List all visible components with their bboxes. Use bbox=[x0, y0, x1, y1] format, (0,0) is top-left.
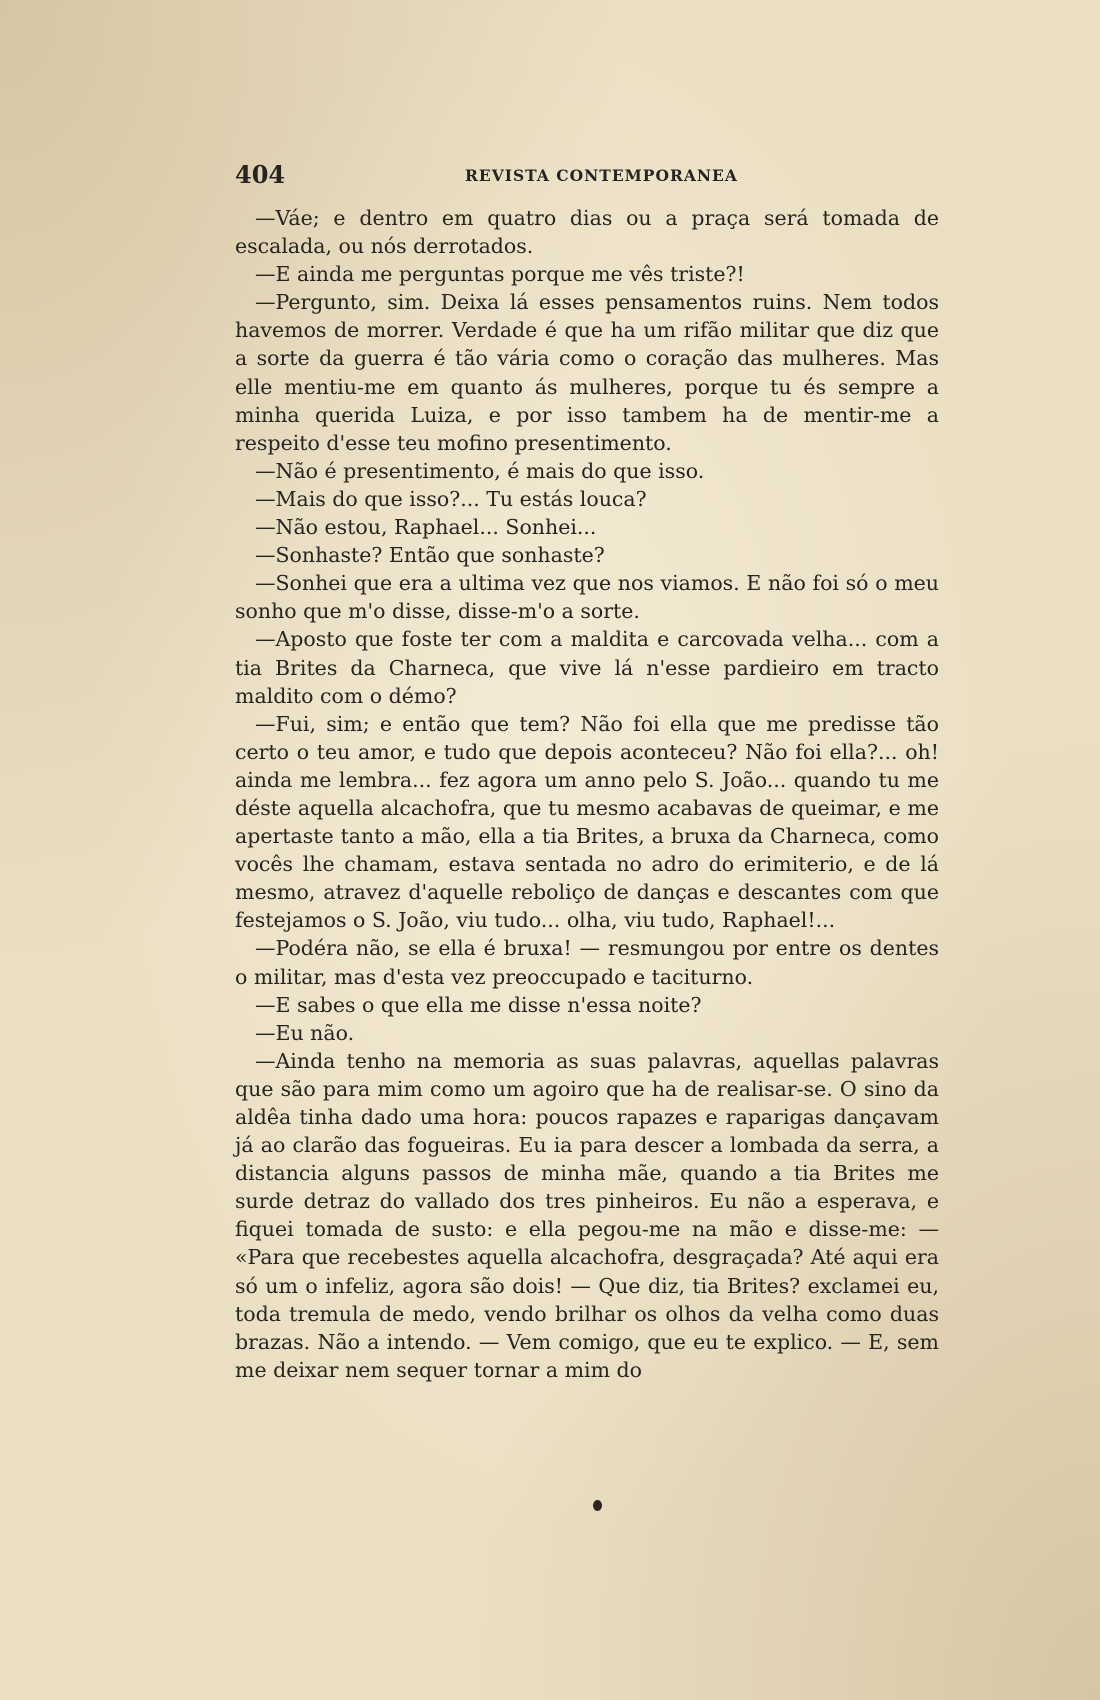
paragraph: —Pergunto, sim. Deixa lá esses pensamentos ruins. Nem todos havemos de morrer. Verdade é que ha um rifão militar que diz que a sorte da guerra é tão vária como o coração das mulheres. Mas elle mentiu-me em quanto ás mulheres, porque tu és sempre a minha querida Luiza, e por isso tambem ha de mentir-me a respeito d'esse teu mofino presentimento. bbox=[235, 290, 939, 455]
paragraph: —Mais do que isso?... Tu estás louca? bbox=[255, 486, 647, 511]
paragraph: —Não estou, Raphael... Sonhei... bbox=[255, 515, 597, 540]
paragraph: —Sonhei que era a ultima vez que nos viamos. E não foi só o meu sonho que m'o disse, disse-m'o a sorte. bbox=[235, 571, 939, 624]
paragraph: —Eu não. bbox=[255, 1020, 355, 1045]
paragraph: —E sabes o que ella me disse n'essa noite? bbox=[255, 992, 702, 1017]
paragraph: —Váe; e dentro em quatro dias ou a praça será tomada de escalada, ou nós derrotados. bbox=[235, 206, 939, 259]
paragraph: —Não é presentimento, é mais do que isso. bbox=[255, 458, 705, 483]
body-text bbox=[235, 204, 939, 1384]
paragraph: —Aposto que foste ter com a maldita e carcovada velha... com a tia Brites da Charneca, que vive lá n'esse pardieiro em tracto maldito com o démo? bbox=[235, 627, 939, 708]
page-header bbox=[235, 160, 939, 194]
paragraph: —Podéra não, se ella é bruxa! — resmungou por entre os dentes o militar, mas d'esta vez preoccupado e taciturno. bbox=[235, 936, 939, 989]
paragraph: —Fui, sim; e então que tem? Não foi ella que me predisse tão certo o teu amor, e tudo que depois aconteceu? Não foi ella?... oh! ainda me lembra... fez agora um anno pelo S. João... quando tu me déste aquella alcachofra, que tu mesmo acabavas de queimar, e me apertaste tanto a mão, ella a tia Brites, a bruxa da Charneca, como vocês lhe chamam, estava sentada no adro do erimiterio, e de lá mesmo, atravez d'aquelle reboliço de danças e descantes com que festejamos o S. João, viu tudo... olha, viu tudo, Raphael!... bbox=[235, 711, 939, 933]
page-number: 404 bbox=[235, 160, 286, 189]
running-title: REVISTA CONTEMPORANEA bbox=[465, 166, 738, 185]
paragraph: —Ainda tenho na memoria as suas palavras, aquellas palavras que são para mim como um agoiro que ha de realisar-se. O sino da aldêa tinha dado uma hora: poucos rapazes e raparigas dançavam já ao clarão das fogueiras. Eu ia para descer a lombada da serra, a distancia alguns passos de minha mãe, quando a tia Brites me surde detraz do vallado dos tres pinheiros. Eu não a esperava, e fiquei tomada de susto: e ella pegou-me na mão e disse-me: — «Para que recebestes aquella alcachofra, desgraçada? Até aqui era só um o infeliz, agora são dois! — Que diz, tia Brites? exclamei eu, toda tremula de medo, vendo brilhar os olhos da velha como duas brazas. Não a intendo. — Vem comigo, que eu te explico. — E, sem me deixar nem sequer tornar a mim do bbox=[235, 1048, 939, 1382]
paragraph: —Sonhaste? Então que sonhaste? bbox=[255, 543, 605, 568]
paragraph: —E ainda me perguntas porque me vês triste?! bbox=[255, 262, 745, 287]
ink-dot bbox=[593, 1500, 602, 1511]
